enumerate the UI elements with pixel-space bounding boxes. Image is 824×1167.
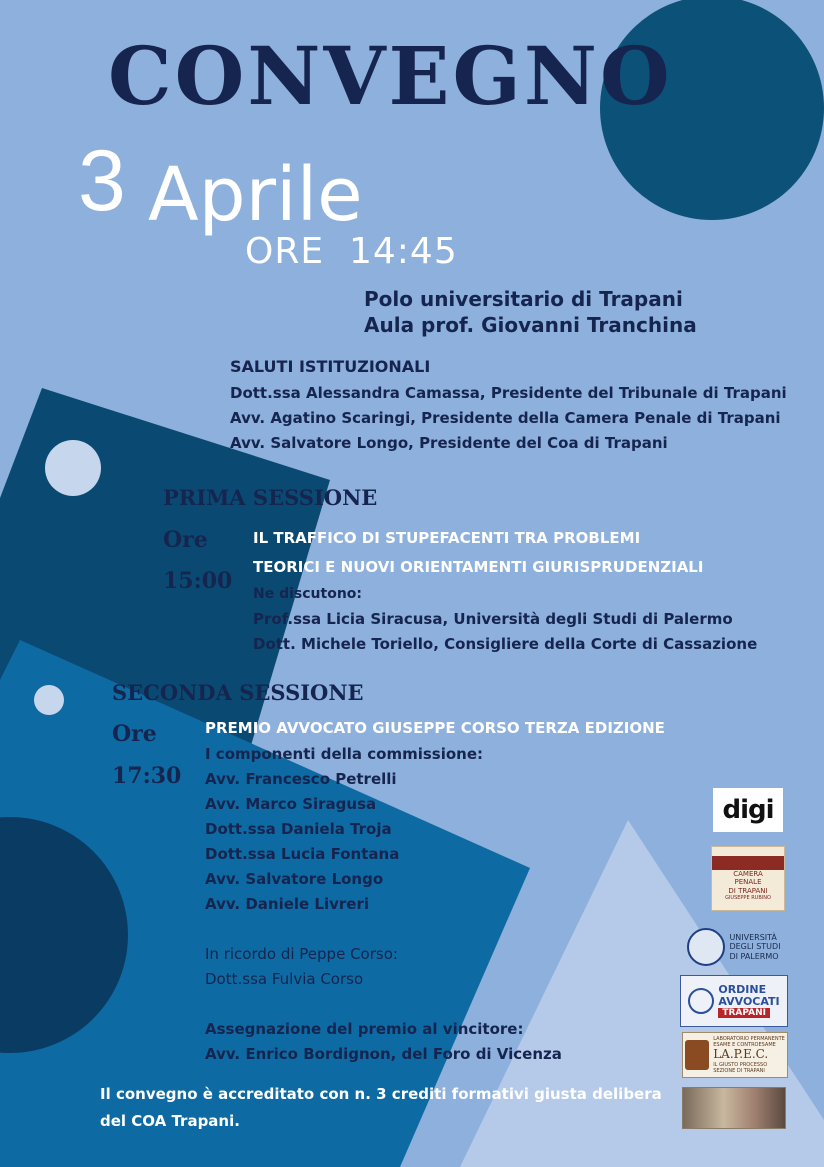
lapec-sub-1: IL GIUSTO PROCESSO: [713, 1061, 768, 1068]
commissione-member: Dott.ssa Lucia Fontana: [205, 845, 400, 863]
ordine-avvocati-logo: [680, 975, 788, 1027]
premio-title: PREMIO AVVOCATO GIUSEPPE CORSO TERZA EDIZIONE: [205, 719, 665, 737]
unipa-line-1: UNIVERSITÀ: [729, 932, 777, 942]
lapec-top-2: ESAME E CONTROESAME: [713, 1042, 776, 1049]
camera-penale-line-4: GIUSEPPE RUBINO: [725, 895, 771, 902]
camera-penale-line-3: DI TRAPANI: [728, 886, 768, 895]
ricordo-name: Dott.ssa Fulvia Corso: [205, 970, 364, 988]
commissione-member: Dott.ssa Daniela Troja: [205, 820, 392, 838]
prima-topic-line-2: TEORICI E NUOVI ORIENTAMENTI GIURISPRUDENZIALI: [253, 558, 704, 576]
small-circle-lower: [34, 685, 64, 715]
ricordo-label: In ricordo di Peppe Corso:: [205, 945, 398, 963]
digi-logo: [713, 788, 783, 832]
digi-logo-text: digi: [722, 795, 774, 825]
ordine-line-3: TRAPANI: [718, 1008, 770, 1019]
vincitore-name: Avv. Enrico Bordignon, del Foro di Vicenza: [205, 1045, 562, 1063]
lapec-emblem-icon: [685, 1040, 709, 1070]
commissione-label: I componenti della commissione:: [205, 745, 484, 763]
prima-speaker-1: Prof.ssa Licia Siracusa, Università degli Studi di Palermo: [253, 610, 733, 628]
seconda-sessione-heading: SECONDA SESSIONE: [112, 680, 364, 705]
event-month: Aprile: [148, 152, 363, 238]
unipa-logo: [682, 926, 786, 968]
saluti-speaker-3: Avv. Salvatore Longo, Presidente del Coa di Trapani: [230, 434, 668, 452]
lapec-top-1: LABORATORIO PERMANENTE: [713, 1036, 785, 1043]
lapec-sub-2: SEZIONE DI TRAPANI: [713, 1067, 765, 1074]
camera-penale-line-2: PENALE: [734, 878, 762, 887]
ordine-emblem-icon: [688, 988, 714, 1014]
venue-line-1: Polo universitario di Trapani: [364, 287, 683, 311]
footer-line-2: del COA Trapani.: [100, 1112, 240, 1130]
unipa-line-3: DI PALERMO: [729, 951, 779, 961]
event-title: CONVEGNO: [108, 29, 673, 123]
prima-ore-label: Ore: [163, 527, 208, 553]
commissione-member: Avv. Salvatore Longo: [205, 870, 384, 888]
unipa-line-2: DEGLI STUDI: [729, 942, 781, 952]
unipa-seal-icon: [687, 928, 725, 966]
prima-sessione-heading: PRIMA SESSIONE: [163, 485, 378, 510]
lapec-main: LA.P.E.C.: [713, 1047, 769, 1062]
seconda-ore-label: Ore: [112, 721, 157, 747]
commissione-member: Avv. Marco Siragusa: [205, 795, 377, 813]
prima-ore-time: 15:00: [163, 568, 233, 594]
commissione-member: Avv. Daniele Livreri: [205, 895, 370, 913]
photo-logo: [682, 1087, 786, 1129]
event-time: ORE 14:45: [245, 231, 458, 272]
commissione-member: Avv. Francesco Petrelli: [205, 770, 397, 788]
lapec-logo: [682, 1032, 788, 1078]
ordine-line-2: AVVOCATI: [718, 994, 780, 1008]
saluti-heading: SALUTI ISTITUZIONALI: [230, 357, 431, 376]
prima-topic-line-1: IL TRAFFICO DI STUPEFACENTI TRA PROBLEMI: [253, 529, 641, 547]
seconda-ore-time: 17:30: [112, 763, 182, 789]
event-day: 3: [78, 133, 126, 229]
prima-speaker-2: Dott. Michele Toriello, Consigliere della Corte di Cassazione: [253, 635, 758, 653]
camera-penale-logo: [711, 846, 785, 911]
footer-line-1: Il convegno è accreditato con n. 3 crediti formativi giusta delibera: [100, 1085, 662, 1103]
venue-line-2: Aula prof. Giovanni Tranchina: [364, 313, 697, 337]
camera-penale-banner: [712, 856, 784, 870]
assegnazione-label: Assegnazione del premio al vincitore:: [205, 1020, 524, 1038]
prima-discuss-label: Ne discutono:: [253, 586, 362, 602]
saluti-speaker-2: Avv. Agatino Scaringi, Presidente della Camera Penale di Trapani: [230, 409, 781, 427]
small-circle-upper: [45, 440, 101, 496]
ordine-line-1: ORDINE: [718, 982, 767, 996]
saluti-speaker-1: Dott.ssa Alessandra Camassa, Presidente del Tribunale di Trapani: [230, 384, 787, 402]
camera-penale-line-1: CAMERA: [733, 869, 763, 878]
